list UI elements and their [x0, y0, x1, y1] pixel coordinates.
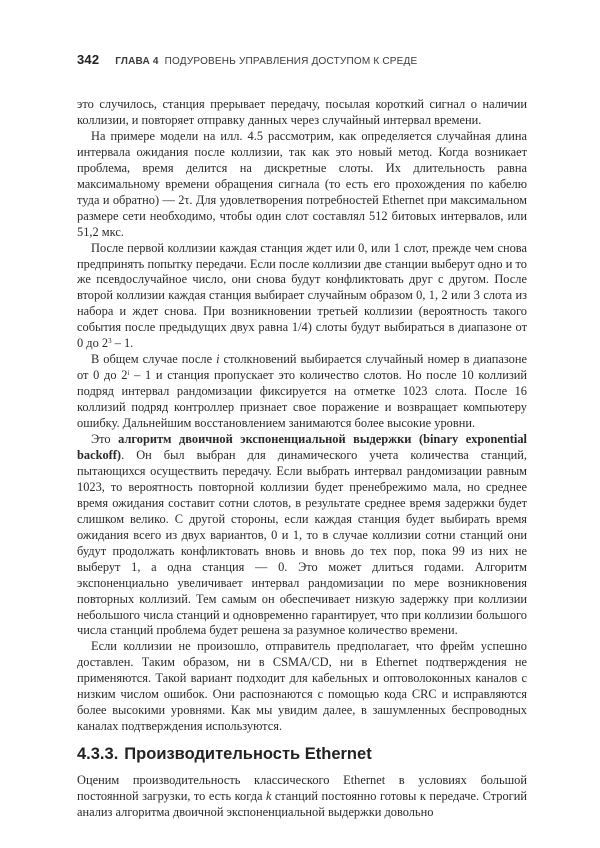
- p7-var-k: k: [265, 789, 272, 804]
- p7-text-b: станций постоянно готовы к передаче. Строгий анализ алгоритма двоичной экспоненциальной выдержки довольно: [77, 789, 527, 820]
- paragraph-general-case: [77, 352, 527, 432]
- p3-text: После первой коллизии каждая станция ждет или 0, или 1 слот, прежде чем снова предпринять попытку передачи. Если после коллизии две станции выберут одно и то же псевдослучайное число, они снова будут конфликтовать друг с другом. После второй коллизии каждая станция выбирает случайным образом 0, 1, 2 или 3 слота из набора и ждет снова. При возникновении третьей коллизии (вероятность такого события после предыдущих двух равна 1/4) слоты будут выбираться в диапазоне от 0 до 2: [77, 240, 527, 351]
- page-number: 342: [77, 52, 100, 67]
- p5-text-b: . Он был выбран для динамического учета количества станций, пытающихся осуществить передачу. Если выбрать интервал рандомизации равным 1023, то вероятность повторной коллизии будет пренебрежимо мала, но среднее время ожидания составит сотни слотов, в результате среднее время задержки будет слишком велико. С другой стороны, если каждая станция будет выбирать время ожидания всего из двух вариантов, 0 и 1, то в случае коллизии сотни станций они будут продолжать конфликтовать вновь и вновь до тех пор, пока 99 из них не выберут 1, а одна станция — 0. Это может длиться годами. Алгоритм экспоненциально увеличивает интервал рандомизации по мере возникновения повторных коллизий. Тем самым он обеспечивает низкую задержку при коллизии небольшого числа станций и одновременно гарантирует, что при коллизии большого числа станций проблема будет решена за разумное количество времени.: [77, 447, 527, 638]
- paragraph-slots: На примере модели на илл. 4.5 рассмотрим, как определяется случайная длина интервала ожидания после коллизии, так как это новый метод. Когда возникает проблема, время делится на дискретные слоты. Их длительность равна максимальному времени обращения сигнала (то есть его прохождения по кабелю туда и обратно) — 2τ. Для удовлетворения потребностей Ethernet при максимальном размере сети необходимо, чтобы один слот составлял 512 битовых интервалов, или 51,2 мкс.: [77, 128, 527, 239]
- p4-text-a: В общем случае после: [91, 352, 217, 367]
- p4-var-i: i: [216, 352, 220, 367]
- paragraph-no-collision: Если коллизии не произошло, отправитель предполагает, что фрейм успешно доставлен. Таким образом, ни в CSMA/CD, ни в Ethernet подтверждения не применяются. Такой вариант подходит для кабельных и оптоволоконных каналов с низким числом ошибок. Они распознаются с помощью кода CRC и исправляются более высокими уровнями. Как мы увидим далее, в зашумленных беспроводных каналах подтверждения используются.: [77, 639, 527, 734]
- section-number: 4.3.3.: [77, 745, 119, 764]
- body-text: [77, 97, 527, 821]
- chapter-title: ПОДУРОВЕНЬ УПРАВЛЕНИЯ ДОСТУПОМ К СРЕДЕ: [164, 56, 418, 67]
- paragraph-performance: [77, 773, 527, 821]
- p3-end: – 1.: [111, 336, 134, 351]
- paragraph-first-collision: [77, 241, 527, 353]
- chapter-label: ГЛАВА 4: [115, 56, 159, 67]
- algorithm-term: алгоритм двоичной экспоненциальной выдержки (binary exponential backoff): [77, 432, 527, 462]
- running-head: [77, 52, 417, 67]
- p7-text-a: Оценим производительность классического Ethernet в условиях большой постоянной загрузки, то есть когда: [77, 773, 527, 804]
- paragraph-continuation: это случилось, станция прерывает передачу, посылая короткий сигнал о наличии коллизии, и повторяет отправку данных через случайный интервал времени.: [77, 97, 527, 127]
- p4-text-c: – 1 и станция пропускает это количество слотов. Но после 10 коллизий подряд интервал рандомизации фиксируется на отметке 1023 слота. После 16 коллизий подряд контроллер признает свое поражение и возвращает компьютеру ошибку. Дальнейшим восстановлением занимаются более высокие уровни.: [77, 368, 527, 431]
- p4-exponent: i: [127, 369, 130, 378]
- p3-exponent: 3: [108, 337, 112, 346]
- section-heading: [77, 745, 527, 764]
- paragraph-algorithm: [77, 432, 527, 639]
- p5-text-a: Это: [91, 432, 119, 447]
- p4-text-b: столкновений выбирается случайный номер в диапазоне от 0 до 2: [77, 352, 527, 383]
- section-title: Производительность Ethernet: [124, 745, 372, 764]
